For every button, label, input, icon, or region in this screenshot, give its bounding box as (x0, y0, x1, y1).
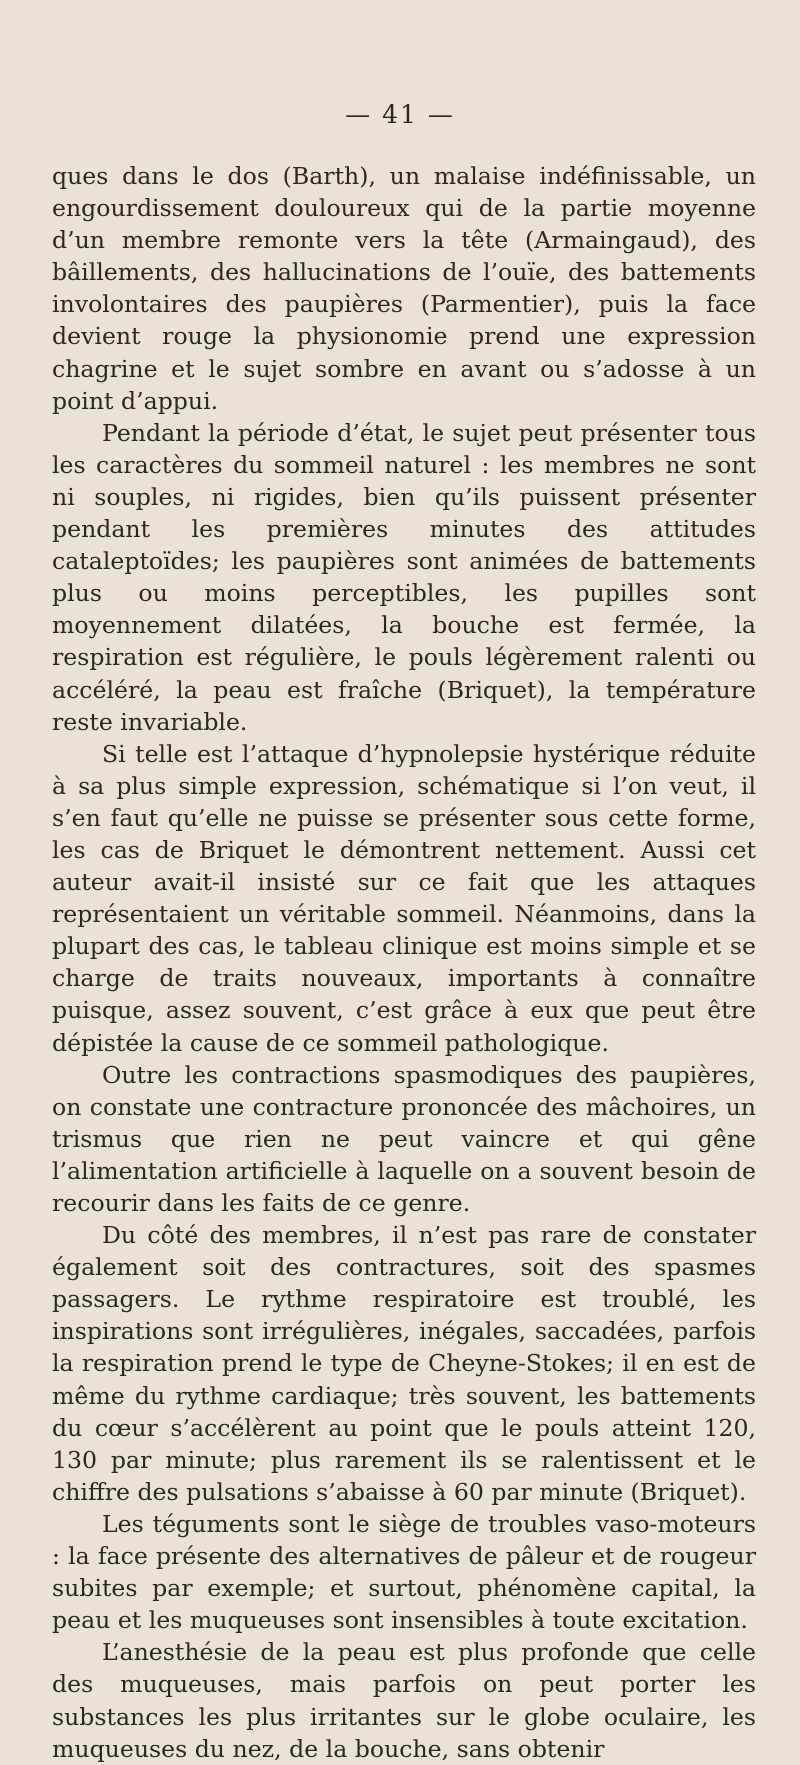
paragraph-5: Du côté des membres, il n’est pas rare de constater également soit des contractures, soit des spasmes passagers. Le rythme respiratoire est troublé, les inspirations sont irrégulières, inégales, saccadées, parfois la respiration prend le type de Cheyne-Stokes; il en est de même du rythme cardiaque; très souvent, les battements du cœur s’accélèrent au point que le pouls atteint 120, 130 par minute; plus rarement ils se ralentissent et le chiffre des pulsations s’abaisse à 60 par minute (Briquet). (52, 1221, 756, 1506)
paragraph-6: Les téguments sont le siège de troubles vaso-moteurs : la face présente des alternatives de pâleur et de rougeur subites par exemple; et surtout, phénomène capital, la peau et les muqueuses sont insensibles à toute excitation. (52, 1509, 756, 1635)
body-text (52, 160, 756, 1765)
paragraph-1: ques dans le dos (Barth), un malaise indéfinissable, un engourdissement douloureux qui de la partie moyenne d’un membre remonte vers la tête (Armaingaud), des bâillements, des hallucinations de l’ouïe, des battements involontaires des paupières (Parmentier), puis la face devient rouge la physionomie prend une expression chagrine et le sujet sombre en avant ou s’adosse à un point d’appui. (52, 162, 756, 415)
paragraph-3: Si telle est l’attaque d’hypnolepsie hystérique réduite à sa plus simple expression, schématique si l’on veut, il s’en faut qu’elle ne puisse se présenter sous cette forme, les cas de Briquet le démontrent nettement. Aussi cet auteur avait-il insisté sur ce fait que les attaques représentaient un véritable sommeil. Néanmoins, dans la plupart des cas, le tableau clinique est moins simple et se charge de traits nouveaux, importants à connaître puisque, assez souvent, c’est grâce à eux que peut être dépistée la cause de ce sommeil pathologique. (52, 739, 756, 1057)
paragraph-2: Pendant la période d’état, le sujet peut présenter tous les caractères du sommeil naturel : les membres ne sont ni souples, ni rigides, bien qu’ils puissent présenter pendant les premières minutes des attitudes cataleptoïdes; les paupières sont animées de battements plus ou moins perceptibles, les pupilles sont moyennement dilatées, la bouche est fermée, la respiration est régulière, le pouls légèrement ralenti ou accéléré, la peau est fraîche (Briquet), la température reste invariable. (52, 418, 756, 736)
paragraph-4: Outre les contractions spasmodiques des paupières, on constate une contracture prononcée des mâchoires, un trismus que rien ne peut vaincre et qui gêne l’alimentation artificielle à laquelle on a souvent besoin de recourir dans les faits de ce genre. (52, 1060, 756, 1217)
paragraph-7: L’anesthésie de la peau est plus profonde que celle des muqueuses, mais parfois on peut porter les substances les plus irritantes sur le globe oculaire, les muqueuses du nez, de la bouche, sans obtenir (52, 1638, 756, 1763)
page-number: — 41 — (345, 100, 455, 129)
